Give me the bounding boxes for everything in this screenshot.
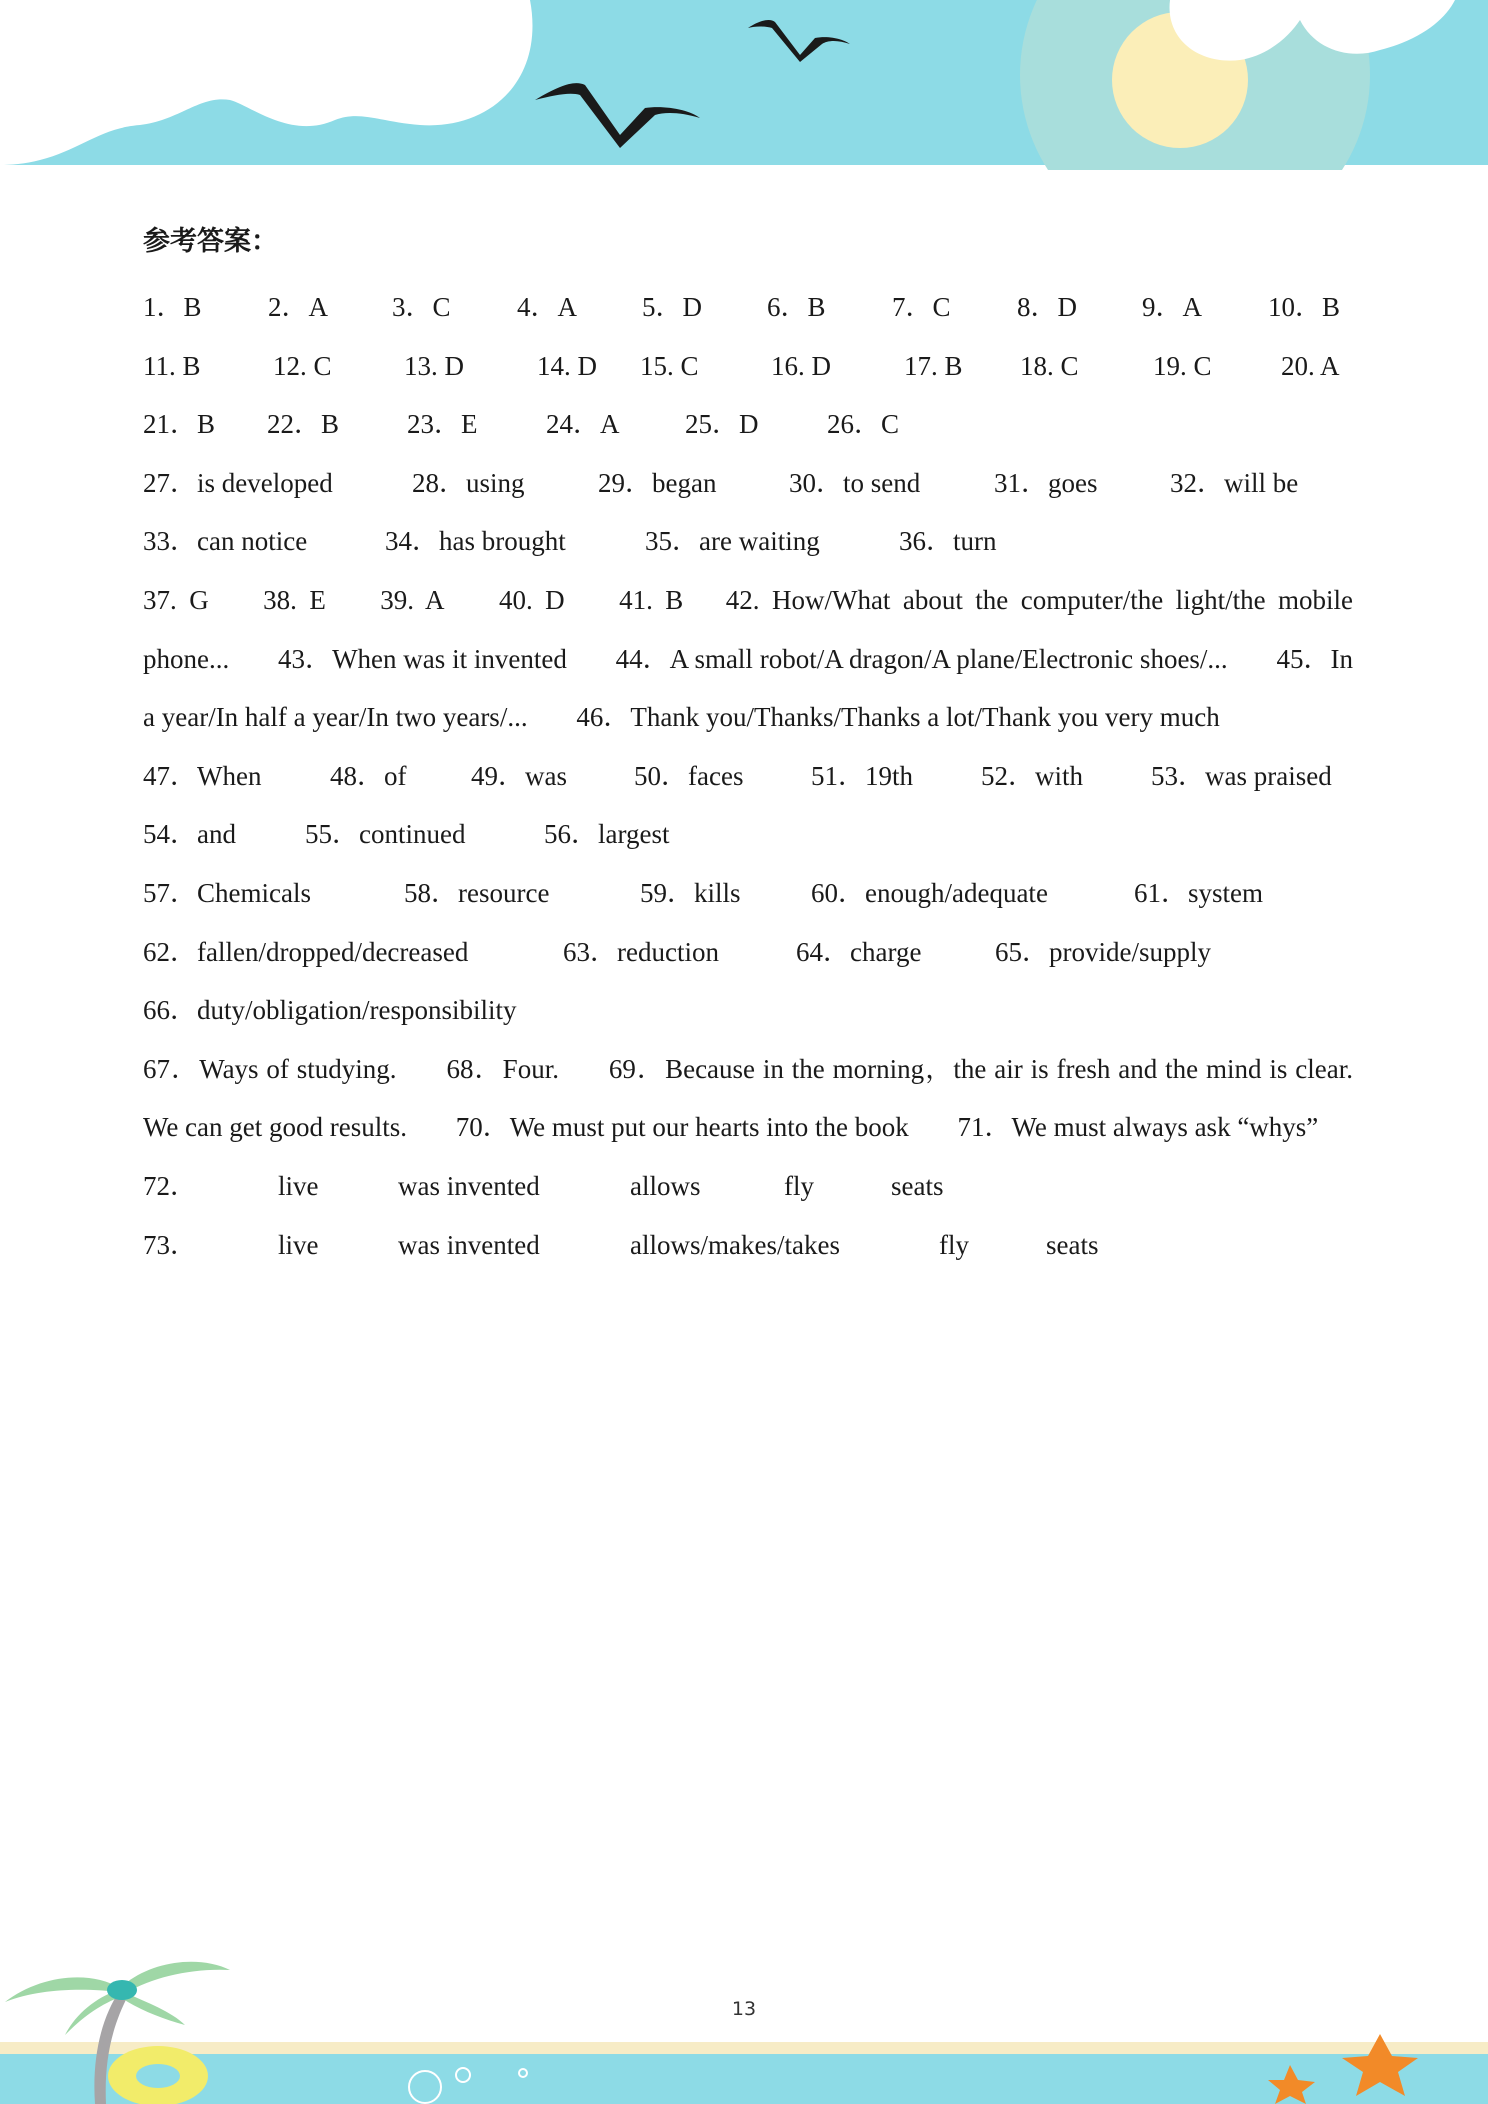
answer-item: 6．B xyxy=(767,292,826,322)
coconut-icon xyxy=(107,1980,137,2000)
answer-item: 12. C xyxy=(273,350,332,381)
answer-item: allows/makes/takes xyxy=(630,1229,840,1260)
answer-row-4 xyxy=(143,454,1353,513)
answer-item: 13. D xyxy=(404,350,464,381)
answer-item: 18. C xyxy=(1020,350,1079,381)
answer-item: 16. D xyxy=(771,350,831,381)
answer-item: 60．enough/adequate xyxy=(811,877,1048,908)
answer-item: live xyxy=(278,1170,319,1201)
answer-row-5 xyxy=(143,512,1353,571)
answer-item: 7．C xyxy=(892,292,951,322)
answer-item: 32．will be xyxy=(1170,467,1299,498)
answer-item: 15. C xyxy=(640,350,699,381)
answer-item: 43．When was it invented xyxy=(278,643,567,674)
answer-item: 34．has brought xyxy=(385,526,566,557)
answer-item: 46．Thank you/Thanks/Thanks a lot/Thank you very much xyxy=(576,702,1220,733)
answer-item: 5．D xyxy=(642,292,702,322)
answer-item: 19. C xyxy=(1153,350,1212,381)
answer-item: 29．began xyxy=(598,467,717,498)
answer-item: 4．A xyxy=(517,292,577,322)
answer-item: seats xyxy=(1046,1229,1099,1260)
answer-item: 70．We must put our hearts into the book xyxy=(455,1112,909,1143)
answer-item: 52．with xyxy=(981,760,1084,791)
answer-key-title: 参考答案： xyxy=(143,226,278,257)
answer-item: 27．is developed xyxy=(143,467,333,498)
sea-strip xyxy=(0,2054,1488,2104)
answer-item: fly xyxy=(939,1229,969,1260)
answer-item: 51．19th xyxy=(811,760,914,791)
answer-item: 25．D xyxy=(685,409,759,440)
answer-item: 54．and xyxy=(143,819,236,850)
answer-item: 44．A small robot/A dragon/A plane/Electronic shoes/... xyxy=(615,643,1228,674)
swim-ring-hole xyxy=(136,2064,180,2088)
answer-item: 62．fallen/dropped/decreased xyxy=(143,936,469,967)
answer-row-73 xyxy=(143,1216,1353,1275)
answer-item: allows xyxy=(630,1170,701,1201)
answer-item: 45．In a year/In half a year/In two years/... xyxy=(143,643,1354,733)
answer-item: 11. B xyxy=(143,350,201,381)
answer-item: 23．E xyxy=(407,409,478,440)
answer-item: 10．B xyxy=(1268,292,1341,322)
answer-item: 24．A xyxy=(546,409,620,440)
answer-item: 71．We must always ask “whys” xyxy=(957,1112,1319,1143)
answer-row-1 xyxy=(143,278,1353,337)
answer-item: seats xyxy=(891,1170,944,1201)
answer-item: 69．Because in the morning，the air is fresh and the mind is clear. We can get good results. xyxy=(143,1053,1353,1143)
answer-item: was invented xyxy=(398,1170,540,1201)
answer-item: fly xyxy=(784,1170,814,1201)
answer-item: 38. E xyxy=(263,584,326,615)
answer-item: 66．duty/obligation/responsibility xyxy=(143,995,517,1026)
answer-row-47 xyxy=(143,747,1353,806)
answer-item: 17. B xyxy=(904,350,963,381)
answer-item: live xyxy=(278,1229,319,1260)
answer-item: 56．largest xyxy=(544,819,670,850)
answer-row-57 xyxy=(143,864,1353,923)
answer-item: 1．B xyxy=(143,292,202,322)
answer-row-72 xyxy=(143,1157,1353,1216)
answer-item: 26．C xyxy=(827,409,900,440)
answer-item: 22．B xyxy=(267,409,340,440)
answer-row-66 xyxy=(143,981,1353,1040)
sand-strip xyxy=(0,2042,1488,2054)
answer-item: 49．was xyxy=(471,760,567,791)
header-sky-illustration xyxy=(0,0,1488,170)
answer-item: 41. B xyxy=(619,584,684,615)
answer-key xyxy=(143,220,1353,1274)
answer-item: 28．using xyxy=(412,467,525,498)
answer-row-2 xyxy=(143,337,1353,396)
answer-item: 9．A xyxy=(1142,292,1202,322)
answer-item: 8．D xyxy=(1017,292,1077,322)
answer-item: 31．goes xyxy=(994,467,1098,498)
answer-paragraph-37-46 xyxy=(143,571,1353,747)
answer-row-54 xyxy=(143,805,1353,864)
answer-item: 20. A xyxy=(1281,350,1340,381)
answer-item: 63．reduction xyxy=(563,936,719,967)
answer-item: 72． xyxy=(143,1170,197,1201)
answer-paragraph-67-71 xyxy=(143,1040,1353,1157)
answer-item: 35．are waiting xyxy=(645,526,820,557)
answer-item: 67．Ways of studying. xyxy=(143,1053,397,1084)
footer-beach-illustration xyxy=(0,1930,1488,2104)
answer-item: 33．can notice xyxy=(143,526,308,557)
answer-item: 53．was praised xyxy=(1151,760,1332,791)
answer-item: 36．turn xyxy=(899,526,997,557)
answer-item: 61．system xyxy=(1134,877,1264,908)
page-number: 13 xyxy=(731,1998,757,2020)
answer-item: 21．B xyxy=(143,409,216,440)
answer-item: 50．faces xyxy=(634,760,744,791)
answer-item: 40. D xyxy=(498,584,565,615)
answer-item: 30．to send xyxy=(789,467,921,498)
answer-item: 73． xyxy=(143,1229,197,1260)
answer-item: 47．When xyxy=(143,760,262,791)
answer-item: 48．of xyxy=(330,760,407,791)
answer-item: 14. D xyxy=(537,350,597,381)
answer-item: 2．A xyxy=(268,292,328,322)
answer-item: 3．C xyxy=(392,292,451,322)
answer-item: 37. G xyxy=(143,584,209,615)
answer-item: 55．continued xyxy=(305,819,466,850)
answer-row-3 xyxy=(143,395,1353,454)
answer-item: 42. How/What about the computer/the light/the mobile phone... xyxy=(143,584,1354,674)
answer-item: 57．Chemicals xyxy=(143,877,311,908)
answer-item: 64．charge xyxy=(796,936,922,967)
answer-item: 68．Four. xyxy=(446,1053,559,1084)
answer-item: 58．resource xyxy=(404,877,550,908)
answer-row-62 xyxy=(143,923,1353,982)
answer-item: was invented xyxy=(398,1229,540,1260)
answer-item: 59．kills xyxy=(640,877,741,908)
answer-item: 39. A xyxy=(380,584,445,615)
answer-item: 65．provide/supply xyxy=(995,936,1211,967)
